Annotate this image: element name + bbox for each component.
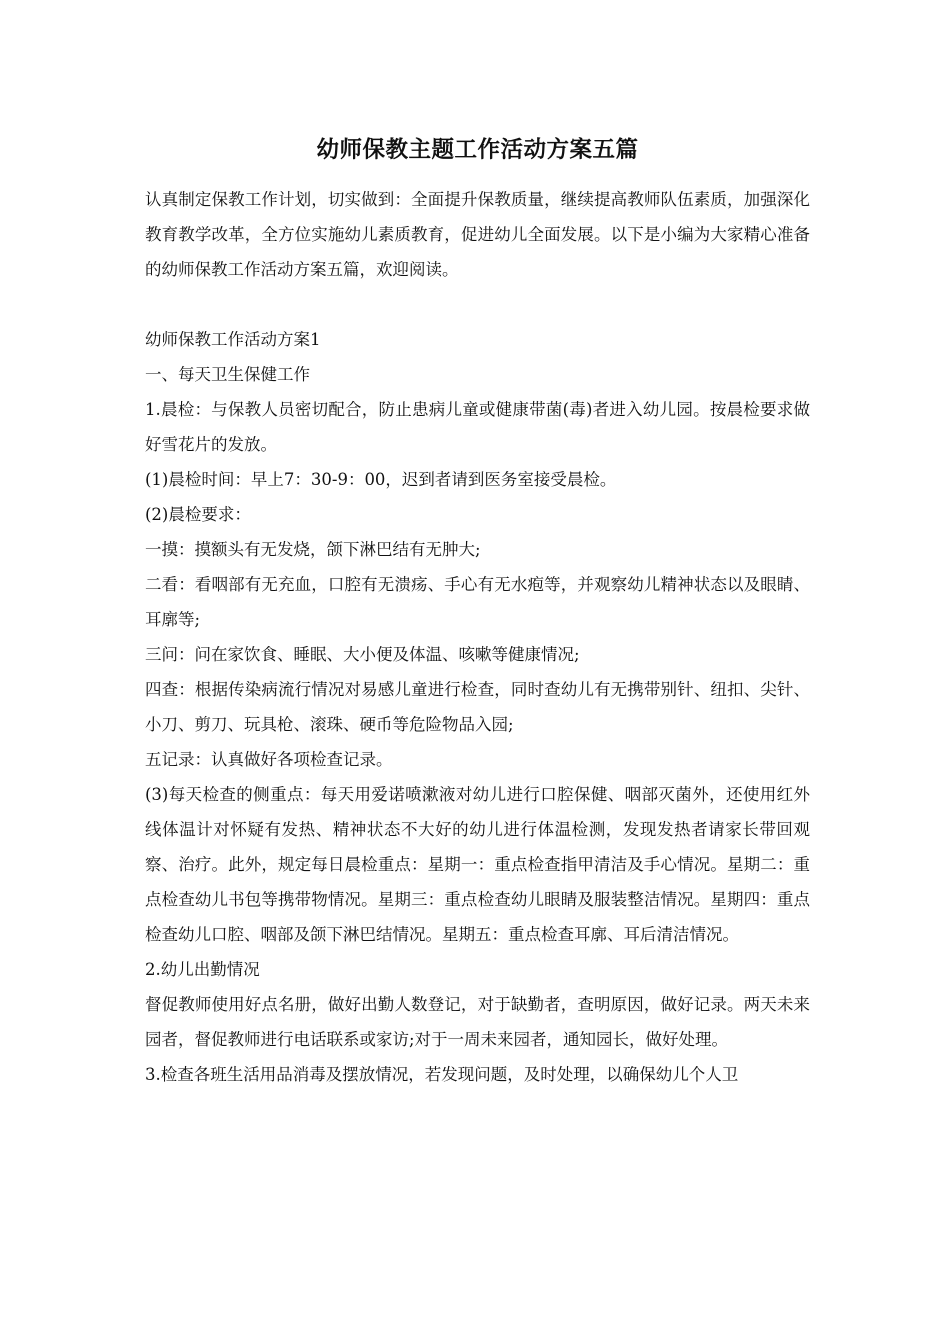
subheading-daily-health-work: 一、每天卫生保健工作 — [145, 365, 310, 384]
paragraph-inspect: 四查：根据传染病流行情况对易感儿童进行检查，同时查幼儿有无携带别针、纽扣、尖针、小刀、剪刀、玩具枪、滚珠、硬币等危险物品入园; — [145, 680, 810, 734]
section-heading-plan-1: 幼师保教工作活动方案1 — [145, 330, 321, 349]
paragraph-disinfection: 3.检查各班生活用品消毒及摆放情况，若发现问题，及时处理，以确保幼儿个人卫 — [145, 1065, 739, 1084]
paragraph-daily-focus: (3)每天检查的侧重点：每天用爱诺喷漱液对幼儿进行口腔保健、咽部灭菌外，还使用红外线体温计对怀疑有发热、精神状态不大好的幼儿进行体温检测，发现发热者请家长带回观察、治疗。此外，规定每日晨检重点：星期一：重点检查指甲清洁及手心情况。星期二：重点检查幼儿书包等携带物情况。星期三：重点检查幼儿眼睛及服装整洁情况。星期四：重点检查幼儿口腔、咽部及颌下淋巴结情况。星期五：重点检查耳廓、耳后清洁情况。 — [145, 785, 810, 944]
paragraph-ask: 三问：问在家饮食、睡眠、大小便及体温、咳嗽等健康情况; — [145, 645, 580, 664]
paragraph-spacer — [145, 287, 810, 322]
paragraph-record: 五记录：认真做好各项检查记录。 — [145, 750, 393, 769]
paragraph-attendance: 督促教师使用好点名册，做好出勤人数登记，对于缺勤者，查明原因，做好记录。两天未来园者，督促教师进行电话联系或家访;对于一周未来园者，通知园长，做好处理。 — [145, 995, 810, 1049]
paragraph-check-requirements: (2)晨检要求： — [145, 505, 251, 524]
document-page — [145, 130, 810, 1092]
document-title: 幼师保教主题工作活动方案五篇 — [316, 137, 639, 163]
paragraph-attendance-heading: 2.幼儿出勤情况 — [145, 960, 260, 979]
paragraph-check-time: (1)晨检时间：早上7：30-9：00，迟到者请到医务室接受晨检。 — [145, 470, 617, 489]
paragraph-touch: 一摸：摸额头有无发烧，颌下淋巴结有无肿大; — [145, 540, 481, 559]
intro-paragraph: 认真制定保教工作计划，切实做到：全面提升保教质量，继续提高教师队伍素质，加强深化教育教学改革，全方位实施幼儿素质教育，促进幼儿全面发展。以下是小编为大家精心准备的幼师保教工作活动方案五篇，欢迎阅读。 — [145, 190, 810, 279]
paragraph-morning-check: 1.晨检：与保教人员密切配合，防止患病儿童或健康带菌(毒)者进入幼儿园。按晨检要求做好雪花片的发放。 — [145, 400, 810, 454]
paragraph-look: 二看：看咽部有无充血，口腔有无溃疡、手心有无水疱等，并观察幼儿精神状态以及眼睛、耳廓等; — [145, 575, 810, 629]
